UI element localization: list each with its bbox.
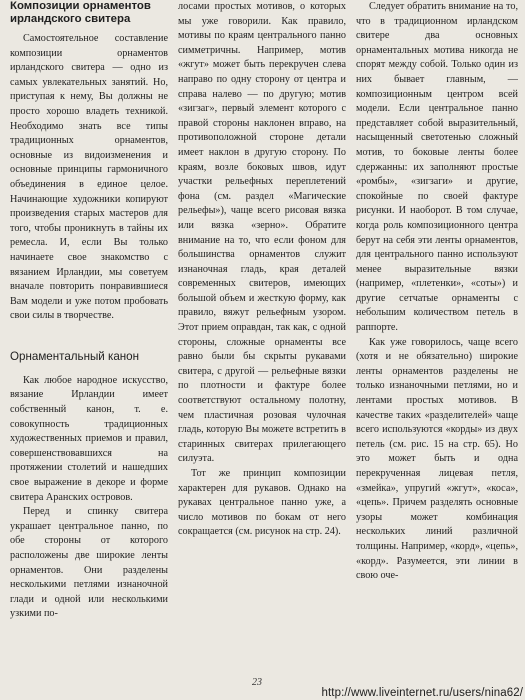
section-heading: Композиции орнаментов ирландского свитера: [10, 0, 151, 25]
text-column-3: [356, 0, 518, 584]
paragraph: Перед и спинку свитера украшает центральное панно, по обе стороны от которого расположены две широкие ленты орнаментов. Они разделены несколькими петлями изнаночной глади и одной или несколькими узкими по-: [10, 506, 168, 620]
paragraph: Как уже говорилось, чаще всего (хотя и не обязательно) широкие ленты орнаментов разделены не только изнаночными петлями, но и лентами простых мотивов. В качестве таких «разделителей» чаще всего используются «корды» из двух петель (см. рис. 15 на стр. 65). Но это может быть и одна перекрученная лицевая петля, «змейка», упругий «жгут», «коса», «цепь». Причем разделять основные узоры может комбинация нескольких линий различной толщины. Например, «корд», «цепь», «корд». Разумеется, эти линии в свою оче-: [356, 336, 518, 582]
text-column-1: [10, 0, 168, 622]
paragraph: Как любое народное искусство, вязание Ирландии имеет собственный канон, т. е. совокупность традиционных художественных приемов и правил, совершенствовавшихся на протяжении столетий и нашедших свое выражение в декоре и форме свитера Аранских островов.: [10, 374, 168, 503]
subsection-heading: Орнаментальный канон: [10, 349, 140, 363]
page-number: 23: [252, 677, 262, 688]
paragraph: Самостоятельное составление композиции орнаментов ирландского свитера — одно из самых увлекательных занятий. Но, приступая к нему, Вы должны не просто хорошо владеть техникой. Необходимо знать все типы традиционных орнаментов, основные из видоизменения и основные принципы гармоничного объединения в единое целое. Начинающие художники копируют произведения старых мастеров для того, чтобы проникнуть в тайны их ремесла. И, если Вы только начинаете свое знакомство с вязанием Ирландии, мы советуем вначале повторить понравившиеся Вам модели и уже потом пробовать свои силы в творчестве.: [10, 33, 168, 322]
paragraph: лосами простых мотивов, о которых мы уже говорили. Как правило, мотивы по краям центрального панно симметричны. Например, мотив «жгут» может быть перекручен слева направо по одну сторону от центра и справа налево — по другую; мотив «зигзаг», первый элемент которого с правой стороны наклонен вправо, на противоположной стороне детали имеет наклон в другую сторону. По краям, возле боковых швов, идут участки рельефных переплетений фона (см. раздел «Магические рельефы»), чаще всего рисовая вязка или вязка «зерно». Обратите внимание на то, что если фоном для большинства орнаментов служит изнаночная гладь, края деталей современных свитеров, имеющих большой объем и жесткую форму, как правило, вяжут рельефным узором. Этот прием оправдан, так как, с одной стороны, сложные орнаменты все равно были бы скрыты рукавами свитера, с другой — рельефные вязки по плотности и фактуре более соответствуют остальному полотну, чем пластичная розовая чулочная гладь, которую Вы можете встретить в старинных свитерах прилегающего силуэта.: [178, 1, 346, 465]
watermark-url: http://www.liveinternet.ru/users/nina62/: [321, 687, 523, 699]
text-column-2: [178, 0, 346, 540]
paragraph: Следует обратить внимание на то, что в традиционном ирландском свитере два основных орнаментальных мотива никогда не спорят между собой. Только один из них бывает главным, — композиционным центром всей модели. Если центральное панно представляет собой выразительный, насыщенный светотенью сложный мотив, то боковые ленты более сдержанны: их заполняют простые «ромбы», «зигзаги» и другие, спокойные по своей фактуре рисунки. И наоборот. В том случае, когда роль композиционного центра берут на себя эти ленты орнаментов, для центрального панно используют менее выразительные вязки (например, «плетенки», «соты») и другие сетчатые орнаменты с небольшим количеством петель в раппорте.: [356, 1, 518, 334]
paragraph: Тот же принцип композиции характерен для рукавов. Однако на рукавах центральное панно уже, а число мотивов по бокам от него сокращается (см. рисунок на стр. 24).: [178, 468, 346, 538]
